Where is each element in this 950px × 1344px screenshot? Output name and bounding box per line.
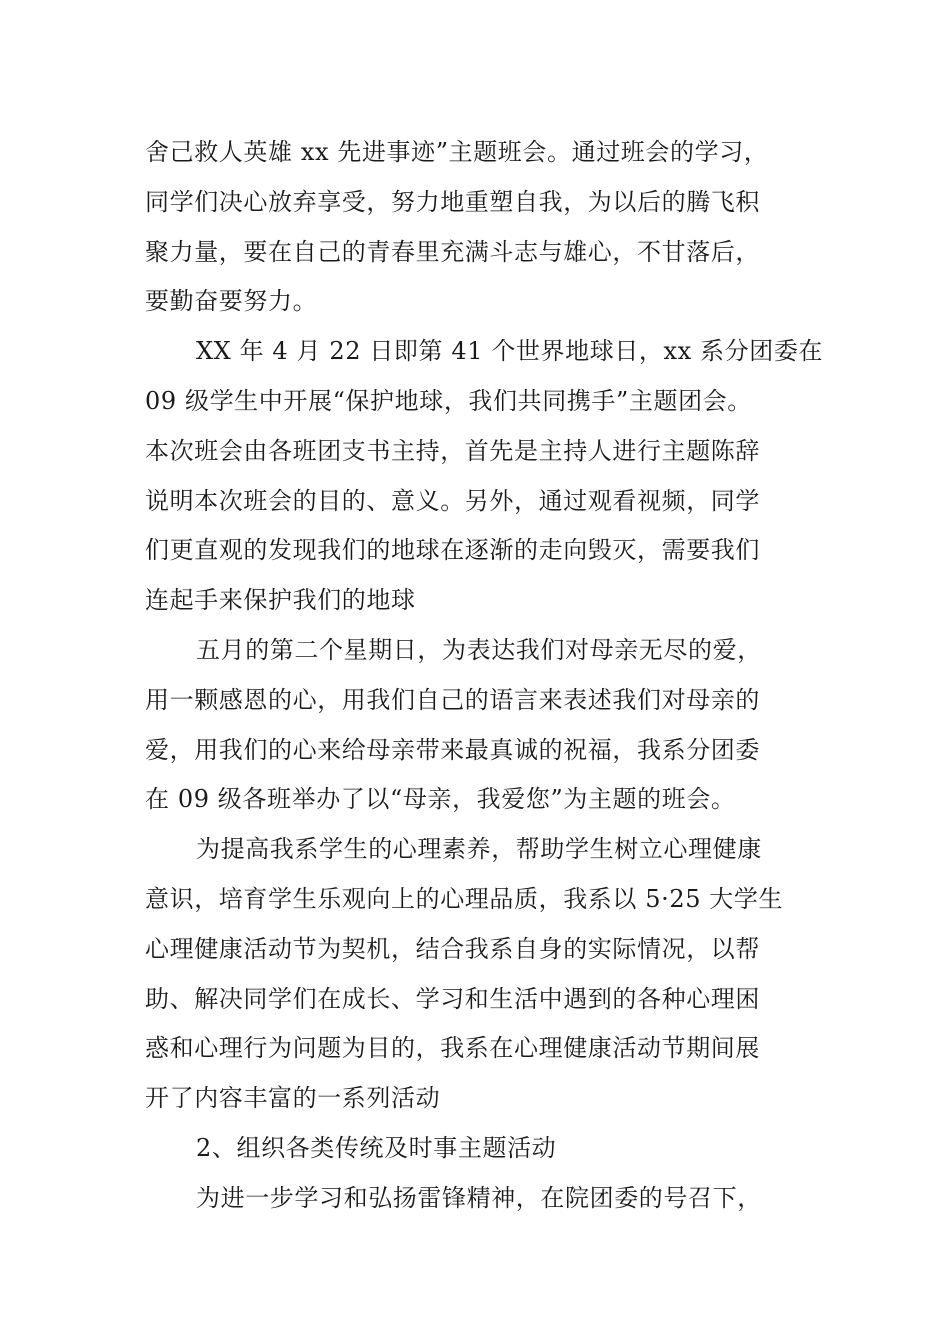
text-line: 们更直观的发现我们的地球在逐渐的走向毁灭，需要我们 xyxy=(145,536,760,565)
paragraph xyxy=(145,128,807,327)
text-line: 意识，培育学生乐观向上的心理品质，我系以 5·25 大学生 xyxy=(145,884,784,913)
text-line: 本次班会由各班团支书主持，首先是主持人进行主题陈辞 xyxy=(145,436,760,465)
text-line: 2、组织各类传统及时事主题活动 xyxy=(196,1133,557,1162)
text-line: 在 09 级各班举办了以“母亲，我爱您”为主题的班会。 xyxy=(145,785,736,814)
text-line: 为进一步学习和弘扬雷锋精神，在院团委的号召下， xyxy=(196,1183,762,1212)
paragraph xyxy=(145,626,807,825)
document-body xyxy=(145,128,824,1224)
text-line: 同学们决心放弃享受，努力地重塑自我，为以后的腾飞积 xyxy=(145,187,760,216)
text-line: 助、解决同学们在成长、学习和生活中遇到的各种心理困 xyxy=(145,984,760,1013)
text-line: 爱，用我们的心来给母亲带来最真诚的祝福，我系分团委 xyxy=(145,735,760,764)
text-line: 舍己救人英雄 xx 先进事迹”主题班会。通过班会的学习， xyxy=(145,138,769,166)
text-line: 用一颗感恩的心，用我们自己的语言来表述我们对母亲的 xyxy=(145,685,760,714)
text-line: 要勤奋要努力。 xyxy=(145,287,318,316)
text-line: 开了内容丰富的一系列活动 xyxy=(145,1084,441,1113)
text-line: 说明本次班会的目的、意义。另外，通过观看视频，同学 xyxy=(145,486,760,515)
text-line: 五月的第二个星期日，为表达我们对母亲无尽的爱， xyxy=(196,635,762,664)
paragraph xyxy=(145,825,807,1124)
paragraph xyxy=(145,327,824,626)
text-line: 心理健康活动节为契机，结合我系自身的实际情况，以帮 xyxy=(145,934,760,963)
text-line: 09 级学生中开展“保护地球，我们共同携手”主题团会。 xyxy=(145,386,752,415)
paragraph xyxy=(145,1174,807,1224)
text-line: 惑和心理行为问题为目的，我系在心理健康活动节期间展 xyxy=(145,1034,760,1063)
text-line: 聚力量，要在自己的青春里充满斗志与雄心，不甘落后， xyxy=(145,237,760,266)
section-heading xyxy=(145,1124,807,1174)
text-line: XX 年 4 月 22 日即第 41 个世界地球日，xx 系分团委在 xyxy=(196,337,824,366)
text-line: 连起手来保护我们的地球 xyxy=(145,586,416,615)
text-line: 为提高我系学生的心理素养，帮助学生树立心理健康 xyxy=(196,835,762,864)
